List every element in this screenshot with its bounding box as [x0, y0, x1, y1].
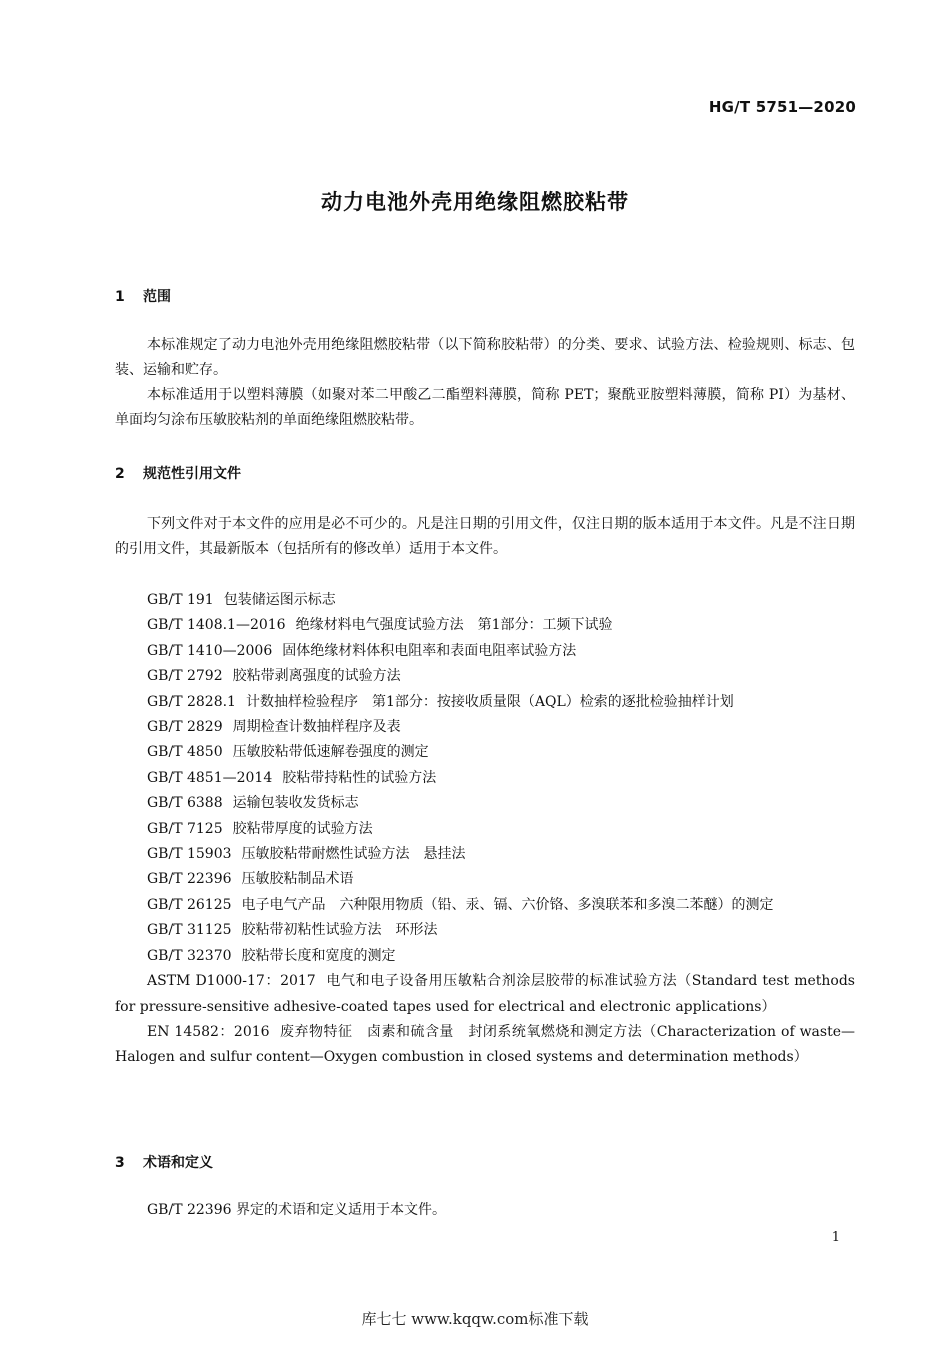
reference-item	[115, 740, 855, 765]
section-title: 规范性引用文件	[143, 466, 241, 482]
reference-code: GB/T 22396	[147, 871, 232, 888]
reference-title: 胶粘带长度和宽度的测定	[241, 947, 396, 964]
section-heading-normative-references	[115, 463, 241, 483]
section-references-intro	[115, 512, 855, 562]
reference-item	[115, 588, 855, 613]
reference-item	[115, 766, 855, 791]
reference-item	[115, 613, 855, 638]
reference-item	[115, 867, 855, 892]
reference-item	[115, 664, 855, 689]
reference-title: 周期检查计数抽样程序及表	[232, 719, 401, 736]
reference-title: 包装储运图示标志	[223, 592, 336, 608]
reference-code: GB/T 191	[147, 592, 214, 608]
reference-title: 胶粘带厚度的试验方法	[232, 820, 373, 837]
section-number: 2	[115, 466, 125, 482]
footer-watermark-link[interactable]: 库七七 www.kqqw.com标准下载	[361, 1310, 589, 1328]
reference-title: 电气和电子设备用压敏粘合剂涂层胶带的标准试验方法（Standard test methods for pressure-sensitive adhesive-coated tapes used for electrical and electronic applications）	[115, 973, 855, 1015]
reference-code: GB/T 2792	[147, 668, 223, 685]
paragraph: 本标准规定了动力电池外壳用绝缘阻燃胶粘带（以下简称胶粘带）的分类、要求、试验方法、检验规则、标志、包装、运输和贮存。	[115, 337, 855, 378]
document-title: 动力电池外壳用绝缘阻燃胶粘带	[321, 190, 629, 214]
section-title: 范围	[143, 289, 171, 305]
section-title: 术语和定义	[143, 1155, 213, 1171]
reference-title: 压敏胶粘带低速解卷强度的测定	[232, 744, 429, 761]
reference-item	[115, 944, 855, 969]
reference-title: 压敏胶粘制品术语	[241, 871, 354, 888]
reference-code: ASTM D1000-17：2017	[147, 973, 316, 990]
reference-code: GB/T 1410—2006	[147, 642, 273, 659]
section-number: 3	[115, 1155, 125, 1171]
reference-item	[115, 690, 855, 715]
reference-title: 废弃物特征 卤素和硫含量 封闭系统氧燃烧和测定方法（Characterization of waste—Halogen and sulfur content—Oxygen combustion in closed systems and determination methods）	[115, 1023, 855, 1066]
reference-list	[115, 588, 855, 1071]
reference-item	[115, 791, 855, 816]
section-terms-body	[115, 1198, 855, 1223]
reference-item	[115, 893, 855, 918]
section-number: 1	[115, 289, 125, 305]
standard-number: HG/T 5751—2020	[708, 98, 856, 116]
reference-code: GB/T 2828.1	[147, 693, 236, 710]
reference-item	[115, 639, 855, 664]
reference-code: GB/T 26125	[147, 896, 232, 913]
section-heading-scope	[115, 286, 171, 306]
reference-code: GB/T 31125	[147, 922, 232, 939]
reference-title: 电子电气产品 六种限用物质（铅、汞、镉、六价铬、多溴联苯和多溴二苯醚）的测定	[241, 896, 774, 913]
page-number: 1	[831, 1230, 840, 1245]
reference-code: GB/T 7125	[147, 820, 223, 837]
reference-title: 胶粘带剥离强度的试验方法	[232, 668, 401, 685]
reference-code: GB/T 15903	[147, 846, 232, 863]
reference-title: 胶粘带持粘性的试验方法	[282, 769, 437, 786]
reference-title: 固体绝缘材料体积电阻率和表面电阻率试验方法	[282, 642, 577, 659]
reference-code: EN 14582：2016	[147, 1023, 270, 1040]
reference-title: 计数抽样检验程序 第1部分：按接收质量限（AQL）检索的逐批检验抽样计划	[245, 693, 734, 710]
reference-code: GB/T 1408.1—2016	[147, 617, 286, 634]
reference-code: GB/T 6388	[147, 795, 223, 812]
reference-title: 运输包装收发货标志	[232, 795, 359, 812]
reference-item	[115, 918, 855, 943]
section-heading-terms	[115, 1152, 213, 1172]
reference-item	[115, 1020, 855, 1071]
reference-code: GB/T 2829	[147, 719, 223, 736]
section-scope-body	[115, 333, 855, 433]
reference-item	[115, 715, 855, 740]
reference-item	[115, 842, 855, 867]
reference-code: GB/T 4851—2014	[147, 769, 273, 786]
reference-title: 绝缘材料电气强度试验方法 第1部分：工频下试验	[295, 617, 613, 634]
reference-item	[115, 969, 855, 1020]
reference-item	[115, 817, 855, 842]
paragraph: 下列文件对于本文件的应用是必不可少的。凡是注日期的引用文件，仅注日期的版本适用于本文件。凡是不注日期的引用文件，其最新版本（包括所有的修改单）适用于本文件。	[115, 516, 855, 557]
paragraph: GB/T 22396 界定的术语和定义适用于本文件。	[147, 1202, 446, 1218]
reference-code: GB/T 4850	[147, 744, 223, 761]
reference-code: GB/T 32370	[147, 947, 232, 964]
paragraph: 本标准适用于以塑料薄膜（如聚对苯二甲酸乙二酯塑料薄膜，简称 PET；聚酰亚胺塑料薄膜，简称 PI）为基材、单面均匀涂布压敏胶粘剂的单面绝缘阻燃胶粘带。	[115, 387, 855, 428]
reference-title: 胶粘带初粘性试验方法 环形法	[241, 922, 438, 939]
reference-title: 压敏胶粘带耐燃性试验方法 悬挂法	[241, 846, 466, 863]
